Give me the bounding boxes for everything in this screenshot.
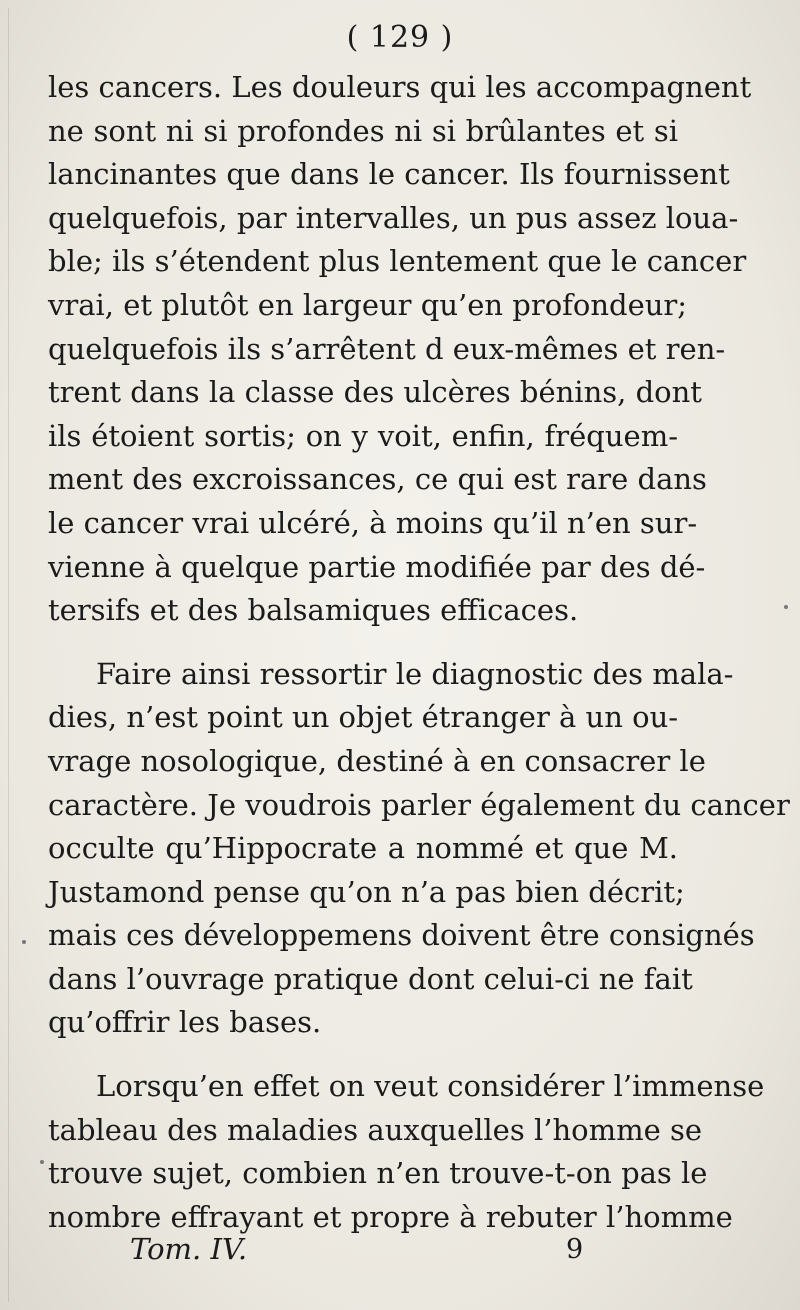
text-line: tersifs et des balsamiques efficaces. [48,593,579,628]
text-line: qu’offrir les bases. [48,1005,322,1040]
text-line: ils étoient sortis; on y voit, enfin, fréquem- [48,418,678,453]
paragraph-gap [48,633,678,653]
text-line: les cancers. Les douleurs qui les accompagnent [48,70,752,104]
text-line: nombre effrayant et propre à rebuter l’homme [48,1199,733,1234]
text-line: vrage nosologique, destiné à en consacrer le [48,743,706,778]
text-line: quelquefois, par intervalles, un pus assez loua- [48,200,739,235]
paragraph-gap [48,1045,678,1065]
text-line: quelquefois ils s’arrêtent d eux-mêmes et ren- [48,331,726,366]
signature-number: 9 [566,1234,584,1265]
text-line: dies, n’est point un objet étranger à un ou- [48,700,679,735]
text-line: ment des excroissances, ce qui est rare dans [48,462,707,497]
text-line: ne sont ni si profondes ni si brûlantes et si [48,113,678,148]
text-line: tableau des maladies auxquelles l’homme se [48,1112,703,1147]
text-line: vienne à quelque partie modifiée par des dé- [48,549,706,584]
text-line: caractère. Je voudrois parler également du cancer [48,787,790,822]
text-line: lancinantes que dans le cancer. Ils fournissent [48,157,730,192]
text-line: occulte qu’Hippocrate a nommé et que M. [48,831,678,866]
body-text [48,66,790,1239]
text-line: mais ces développemens doivent être consignés [48,918,755,953]
speck-mark [784,605,788,609]
speck-mark [22,940,26,944]
signature-mark: Tom. IV. [130,1232,248,1266]
text-line: Faire ainsi ressortir le diagnostic des mala- [96,656,734,691]
text-line: vrai, et plutôt en largeur qu’en profondeur; [48,287,688,322]
text-line: trent dans la classe des ulcères bénins, dont [48,375,702,410]
text-line: Justamond pense qu’on n’a pas bien décrit; [48,874,685,909]
speck-mark [40,1160,44,1164]
text-line: ble; ils s’étendent plus lentement que le cancer [48,244,747,279]
text-line: le cancer vrai ulcéré, à moins qu’il n’en sur- [48,505,698,540]
page-number: ( 129 ) [346,20,454,55]
text-line: dans l’ouvrage pratique dont celui-ci ne fait [48,961,693,996]
text-line: trouve sujet, combien n’en trouve-t-on pas le [48,1156,708,1191]
text-line: Lorsqu’en effet on veut considérer l’immense [96,1069,765,1104]
